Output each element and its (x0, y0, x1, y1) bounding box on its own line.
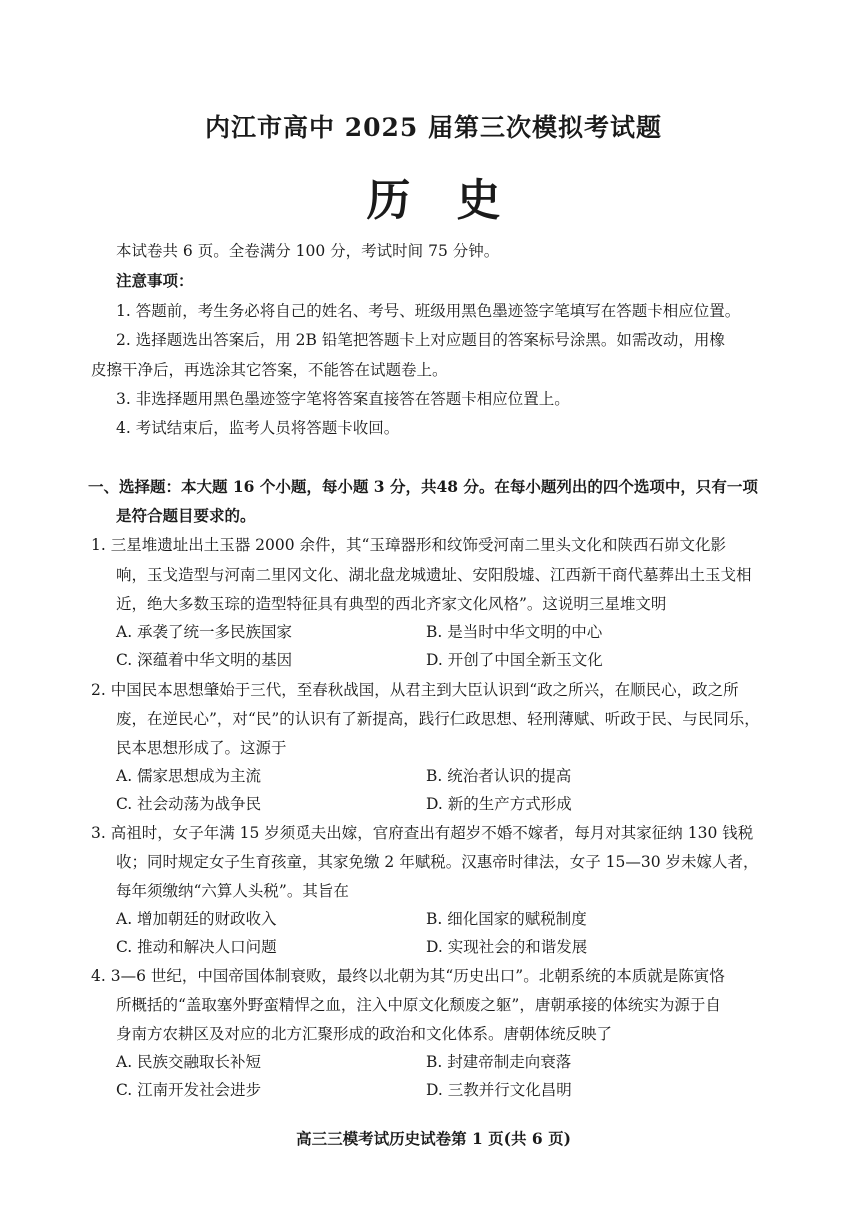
question-1-line-3: 近，绝大多数玉琮的造型特征具有典型的西北齐家文化风格”。这说明三星堆文明 (116, 595, 667, 613)
exam-title: 内江市高中 2025 届第三次模拟考试题 (205, 113, 662, 142)
section-heading-cont: 是符合题目要求的。 (116, 506, 256, 525)
question-1-option-c: C. 深蕴着中华文明的基因 (116, 651, 293, 669)
note-2: 2. 选择题选出答案后，用 2B 铅笔把答题卡上对应题目的答案标号涂黑。如需改动，用橡 (116, 331, 725, 349)
section-heading: 一、选择题：本大题 16 个小题，每小题 3 分，共48 分。在每小题列出的四个选项中，只有一项 (88, 477, 758, 496)
question-2-option-a: A. 儒家思想成为主流 (116, 767, 262, 785)
question-4-option-c: C. 江南开发社会进步 (116, 1081, 262, 1099)
subject-title: 历史 (366, 175, 547, 226)
question-2-line-2: 废，在逆民心”，对“民”的认识有了新提高，践行仁政思想、轻刑薄赋、听政于民、与民同乐， (116, 710, 760, 728)
question-1-line-1: 1. 三星堆遗址出土玉器 2000 余件，其“玉璋器形和纹饰受河南二里头文化和陕西石峁文化影 (91, 536, 726, 554)
question-3-line-3: 每年须缴纳“六算人头税”。其旨在 (116, 882, 349, 900)
question-3-line-1: 3. 高祖时，女子年满 15 岁须觅夫出嫁，官府查出有超岁不婚不嫁者，每月对其家征纳 130 钱税 (91, 824, 754, 842)
question-1-option-d: D. 开创了中国全新玉文化 (426, 651, 603, 669)
question-3-option-c: C. 推动和解决人口问题 (116, 938, 277, 956)
note-4: 4. 考试结束后，监考人员将答题卡收回。 (116, 419, 400, 437)
question-2-line-3: 民本思想形成了。这源于 (116, 739, 287, 757)
question-3-option-a: A. 增加朝廷的财政收入 (116, 910, 277, 928)
question-2-option-b: B. 统治者认识的提高 (426, 767, 572, 785)
notes-title: 注意事项： (116, 271, 194, 290)
question-4-line-2: 所概括的“盖取塞外野蛮精悍之血，注入中原文化颓废之躯”，唐朝承接的体统实为源于自 (116, 996, 721, 1014)
exam-summary: 本试卷共 6 页。全卷满分 100 分，考试时间 75 分钟。 (116, 242, 500, 260)
question-4-option-b: B. 封建帝制走向衰落 (426, 1053, 572, 1071)
question-3-option-d: D. 实现社会的和谐发展 (426, 938, 588, 956)
note-3: 3. 非选择题用黑色墨迹签字笔将答案直接答在答题卡相应位置上。 (116, 390, 570, 408)
note-2-cont: 皮擦干净后，再选涂其它答案，不能答在试题卷上。 (91, 361, 448, 379)
question-4-option-d: D. 三教并行文化昌明 (426, 1081, 572, 1099)
question-2-option-d: D. 新的生产方式形成 (426, 795, 572, 813)
page-footer: 高三三模考试历史试卷第 1 页(共 6 页) (296, 1129, 571, 1148)
question-4-line-1: 4. 3—6 世纪，中国帝国体制衰败，最终以北朝为其“历史出口”。北朝系统的本质就是陈寅恪 (91, 967, 725, 985)
question-1-line-2: 响，玉戈造型与河南二里冈文化、湖北盘龙城遗址、安阳殷墟、江西新干商代墓葬出土玉戈相 (116, 566, 752, 584)
question-1-option-a: A. 承袭了统一多民族国家 (116, 623, 293, 641)
question-4-option-a: A. 民族交融取长补短 (116, 1053, 262, 1071)
question-3-line-2: 收；同时规定女子生育孩童，其家免缴 2 年赋税。汉惠帝时律法，女子 15—30 岁未嫁人者， (116, 853, 759, 871)
question-1-option-b: B. 是当时中华文明的中心 (426, 623, 603, 641)
note-1: 1. 答题前，考生务必将自己的姓名、考号、班级用黑色墨迹签字笔填写在答题卡相应位置。 (116, 302, 741, 320)
question-3-option-b: B. 细化国家的赋税制度 (426, 910, 587, 928)
question-2-option-c: C. 社会动荡为战争民 (116, 795, 262, 813)
question-4-line-3: 身南方农耕区及对应的北方汇聚形成的政治和文化体系。唐朝体统反映了 (116, 1025, 613, 1043)
question-2-line-1: 2. 中国民本思想肇始于三代，至春秋战国，从君主到大臣认识到“政之所兴，在顺民心，政之所 (91, 681, 739, 699)
